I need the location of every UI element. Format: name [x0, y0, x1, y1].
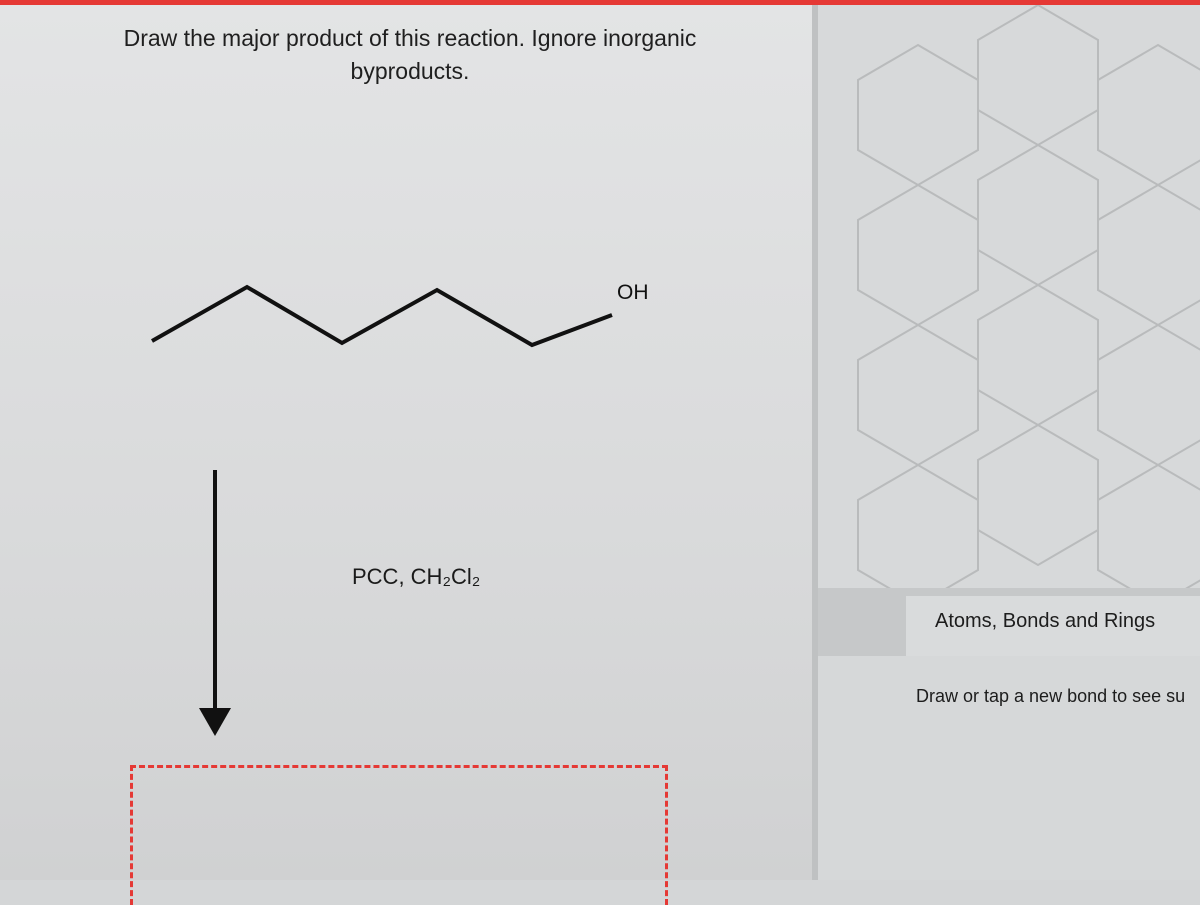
drawing-canvas[interactable] [818, 5, 1200, 588]
reaction-arrow [195, 470, 235, 740]
reactant-molecule [140, 270, 700, 370]
question-line-1: Draw the major product of this reaction. Ignore inorganic [123, 25, 697, 51]
tool-panel-hint: Draw or tap a new bond to see su [916, 686, 1186, 706]
question-line-2: byproducts. [350, 58, 470, 84]
hexagon-grid [818, 5, 1200, 588]
hydroxyl-label: OH [617, 281, 649, 304]
question-text [40, 22, 780, 88]
carbon-chain [152, 287, 612, 345]
question-panel [0, 5, 812, 880]
reagent-label: PCC, CH₂Cl₂ [352, 564, 481, 589]
tool-panel-title: Atoms, Bonds and Rings [935, 610, 1156, 632]
answer-drop-box[interactable] [130, 765, 668, 905]
